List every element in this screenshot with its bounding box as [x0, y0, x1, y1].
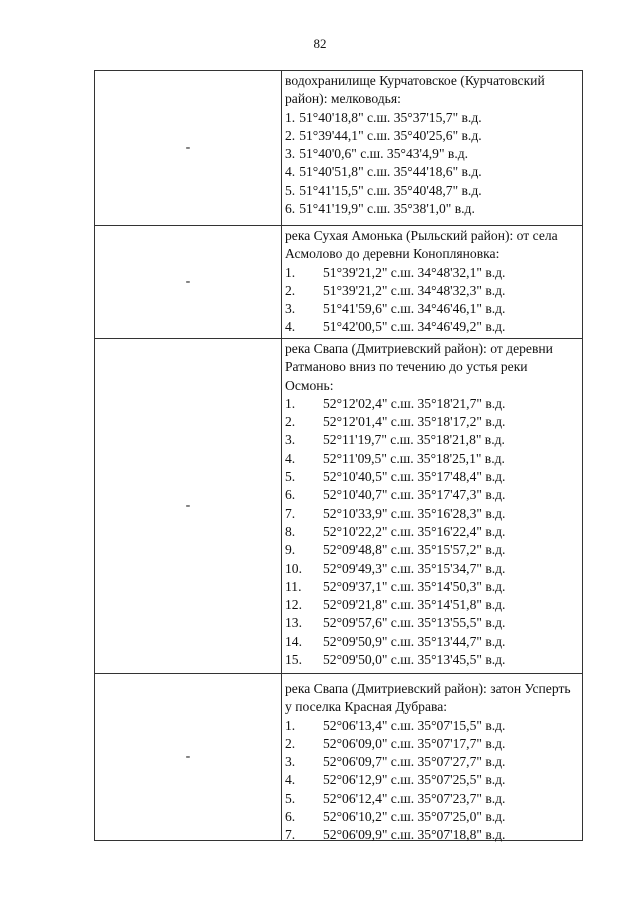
point-coordinates: 51°40'51,8" с.ш. 35°44'18,6" в.д. [299, 164, 482, 180]
point-coordinates: 52°06'12,4" с.ш. 35°07'23,7" в.д. [323, 790, 506, 806]
coordinate-point [285, 468, 579, 486]
coordinate-list [285, 395, 579, 669]
coordinate-point [285, 450, 579, 468]
coordinate-point [285, 182, 579, 200]
description-cell [282, 339, 583, 673]
coordinate-point [285, 395, 579, 413]
coordinate-point [285, 717, 579, 735]
point-coordinates: 52°06'13,4" с.ш. 35°07'15,5" в.д. [323, 717, 506, 733]
point-coordinates: 51°40'0,6" с.ш. 35°43'4,9" в.д. [299, 146, 469, 162]
coordinate-point [285, 318, 579, 336]
point-number: 3. [285, 301, 296, 317]
point-number: 15. [285, 652, 302, 668]
point-number: 1. [285, 717, 296, 733]
water-body-title: река Свапа (Дмитриевский район): от деревни Ратманово вниз по течению до устья реки Осмонь: [285, 341, 553, 393]
coordinate-point [285, 431, 579, 449]
point-coordinates: 51°41'19,9" с.ш. 35°38'1,0" в.д. [299, 201, 475, 217]
point-coordinates: 52°10'33,9" с.ш. 35°16'28,3" в.д. [323, 505, 506, 521]
coordinate-point [285, 505, 579, 523]
coordinate-point [285, 264, 579, 282]
point-number: 4. [285, 164, 296, 180]
point-coordinates: 52°06'09,9" с.ш. 35°07'18,8" в.д. [323, 827, 506, 843]
point-number: 7. [285, 505, 296, 521]
point-coordinates: 52°11'09,5" с.ш. 35°18'25,1" в.д. [323, 450, 505, 466]
dash-cell: - [95, 71, 282, 225]
point-coordinates: 52°09'57,6" с.ш. 35°13'55,5" в.д. [323, 615, 506, 631]
point-number: 1. [285, 109, 296, 125]
coordinate-list [285, 264, 579, 337]
coordinate-list [285, 717, 579, 845]
point-number: 3. [285, 754, 296, 770]
point-coordinates: 52°09'50,9" с.ш. 35°13'44,7" в.д. [323, 633, 506, 649]
table-row [95, 71, 583, 226]
coordinate-point [285, 735, 579, 753]
coordinate-point [285, 413, 579, 431]
point-number: 6. [285, 201, 296, 217]
coordinate-point [285, 651, 579, 669]
dash-cell: - [95, 339, 282, 673]
description-cell [282, 226, 583, 338]
point-coordinates: 51°41'15,5" с.ш. 35°40'48,7" в.д. [299, 182, 482, 198]
coordinate-point [285, 145, 579, 163]
point-coordinates: 52°06'10,2" с.ш. 35°07'25,0" в.д. [323, 809, 506, 825]
coordinate-point [285, 541, 579, 559]
water-body-title: река Сухая Амонька (Рыльский район): от села Асмолово до деревни Конопляновка: [285, 228, 558, 262]
coordinate-point [285, 523, 579, 541]
coordinate-point [285, 200, 579, 218]
table-row [95, 674, 583, 841]
point-coordinates: 52°10'22,2" с.ш. 35°16'22,4" в.д. [323, 523, 506, 539]
coordinate-point [285, 109, 579, 127]
point-number: 3. [285, 432, 296, 448]
point-number: 4. [285, 772, 296, 788]
water-body-title: водохранилище Курчатовское (Курчатовский район): мелководья: [285, 73, 545, 107]
table-row [95, 339, 583, 674]
coordinate-point [285, 560, 579, 578]
point-number: 1. [285, 264, 296, 280]
point-coordinates: 51°39'21,2" с.ш. 34°48'32,1" в.д. [323, 264, 506, 280]
dash-cell: - [95, 226, 282, 338]
coordinate-point [285, 486, 579, 504]
coordinate-point [285, 808, 579, 826]
point-number: 7. [285, 827, 296, 843]
coordinate-point [285, 127, 579, 145]
table-row [95, 226, 583, 339]
point-number: 4. [285, 319, 296, 335]
coordinates-table [94, 70, 583, 841]
coordinate-point [285, 826, 579, 844]
point-coordinates: 52°09'49,3" с.ш. 35°15'34,7" в.д. [323, 560, 506, 576]
point-number: 14. [285, 633, 302, 649]
point-number: 11. [285, 578, 302, 594]
description-cell [282, 71, 583, 225]
point-number: 5. [285, 790, 296, 806]
point-number: 1. [285, 395, 296, 411]
page-number: 82 [313, 36, 327, 51]
point-number: 5. [285, 182, 296, 198]
point-coordinates: 52°12'02,4" с.ш. 35°18'21,7" в.д. [323, 395, 506, 411]
point-coordinates: 52°10'40,7" с.ш. 35°17'47,3" в.д. [323, 487, 506, 503]
point-number: 9. [285, 542, 296, 558]
point-coordinates: 51°40'18,8" с.ш. 35°37'15,7" в.д. [299, 109, 482, 125]
coordinate-point [285, 771, 579, 789]
dash-cell: - [95, 674, 282, 840]
water-body-title: река Свапа (Дмитриевский район): затон Усперть у поселка Красная Дубрава: [285, 681, 571, 715]
point-coordinates: 52°09'21,8" с.ш. 35°14'51,8" в.д. [323, 597, 506, 613]
point-coordinates: 52°12'01,4" с.ш. 35°18'17,2" в.д. [323, 414, 506, 430]
coordinate-point [285, 300, 579, 318]
point-coordinates: 52°09'37,1" с.ш. 35°14'50,3" в.д. [323, 578, 506, 594]
point-number: 2. [285, 735, 296, 751]
point-coordinates: 52°06'09,0" с.ш. 35°07'17,7" в.д. [323, 735, 506, 751]
coordinate-point [285, 753, 579, 771]
point-coordinates: 51°39'21,2" с.ш. 34°48'32,3" в.д. [323, 282, 506, 298]
point-coordinates: 52°09'48,8" с.ш. 35°15'57,2" в.д. [323, 542, 506, 558]
point-coordinates: 51°42'00,5" с.ш. 34°46'49,2" в.д. [323, 319, 506, 335]
point-coordinates: 52°06'12,9" с.ш. 35°07'25,5" в.д. [323, 772, 506, 788]
coordinate-point [285, 578, 579, 596]
point-coordinates: 52°11'19,7" с.ш. 35°18'21,8" в.д. [323, 432, 505, 448]
coordinate-point [285, 614, 579, 632]
point-number: 2. [285, 127, 296, 143]
coordinate-list [285, 109, 579, 219]
point-number: 4. [285, 450, 296, 466]
point-number: 10. [285, 560, 302, 576]
coordinate-point [285, 282, 579, 300]
point-coordinates: 51°41'59,6" с.ш. 34°46'46,1" в.д. [323, 301, 506, 317]
coordinate-point [285, 596, 579, 614]
point-number: 12. [285, 597, 302, 613]
point-number: 8. [285, 523, 296, 539]
coordinate-point [285, 633, 579, 651]
coordinate-point [285, 163, 579, 181]
point-number: 3. [285, 146, 296, 162]
point-coordinates: 52°10'40,5" с.ш. 35°17'48,4" в.д. [323, 469, 506, 485]
point-number: 6. [285, 809, 296, 825]
point-number: 5. [285, 469, 296, 485]
point-number: 2. [285, 414, 296, 430]
point-coordinates: 52°06'09,7" с.ш. 35°07'27,7" в.д. [323, 754, 506, 770]
point-number: 6. [285, 487, 296, 503]
point-number: 2. [285, 282, 296, 298]
point-number: 13. [285, 615, 302, 631]
description-cell [282, 674, 583, 843]
point-coordinates: 51°39'44,1" с.ш. 35°40'25,6" в.д. [299, 127, 482, 143]
coordinate-point [285, 790, 579, 808]
point-coordinates: 52°09'50,0" с.ш. 35°13'45,5" в.д. [323, 652, 506, 668]
